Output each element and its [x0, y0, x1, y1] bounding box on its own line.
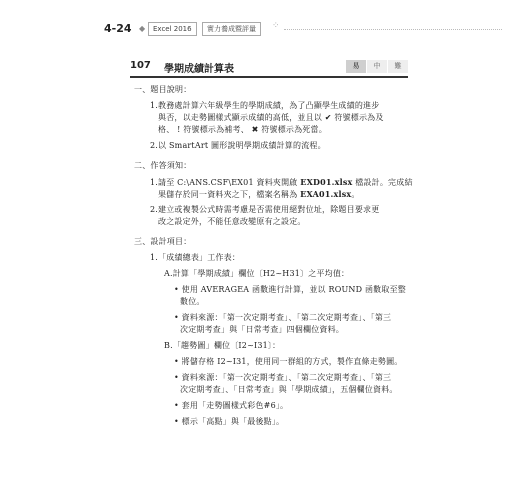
section-heading: 一、題目說明： — [134, 85, 192, 94]
paragraph-line — [158, 188, 360, 201]
page-header — [104, 22, 502, 38]
subsection-heading: B.「趨勢圖」欄位〔I2~I31〕： — [164, 341, 281, 350]
paragraph-line: 格、 ! 符號標示為補考、 ✖ 符號標示為死當。 — [158, 125, 327, 134]
bullet-line: • 使用 AVERAGEA 函數進行計算，並以 ROUND 函數取至整 — [174, 285, 406, 294]
paragraph-line: 與否，以走勢圖樣式顯示成績的高低，並且以 ✔ 符號標示為及 — [158, 113, 384, 122]
section-heading: 二、作答須知： — [134, 161, 192, 170]
paragraph-line: 1.教務處計算六年級學生的學期成績，為了凸顯學生成績的進步 — [150, 101, 380, 110]
header-bullet-icon: ◆ — [139, 24, 146, 33]
text-run: 檔設計。完成結 — [352, 178, 413, 187]
difficulty-easy: 易 — [345, 60, 366, 73]
bullet-line: • 資料來源：「第一次定期考查」、「第二次定期考查」、「第三 — [174, 373, 392, 382]
exercise-title-bar — [130, 60, 408, 78]
paragraph-line: 2.建立或複製公式時需考慮是否需使用絕對位址，除題目要求更 — [150, 205, 380, 214]
chapter-tab: 實力養成暨評量 — [202, 22, 261, 36]
page-number: 4-24 — [104, 22, 132, 35]
decorative-dots-icon: ⁘ — [272, 21, 280, 31]
bullet-line: • 資料來源：「第一次定期考查」、「第二次定期考查」、「第三 — [174, 313, 392, 322]
section-heading: 三、設計項目： — [134, 237, 192, 246]
filename-bold: EXD01.xlsx — [300, 177, 353, 187]
paragraph-line: 2.以 SmartArt 圖形說明學期成績計算的流程。 — [150, 141, 326, 150]
text-run: 1.請至 C:\ANS.CSF\EX01 資料夾開啟 — [150, 178, 301, 187]
difficulty-medium: 中 — [366, 60, 387, 73]
difficulty-indicator — [345, 60, 408, 73]
text-run: 。 — [351, 190, 360, 199]
bullet-line: • 套用「走勢圖樣式彩色#6」。 — [174, 401, 289, 410]
book-tab: Excel 2016 — [148, 22, 197, 36]
paragraph-line: 改之設定外，不能任意改變原有之設定。 — [158, 217, 306, 226]
exercise-title: 學期成績計算表 — [164, 64, 234, 75]
subsection-heading: A.計算「學期成績」欄位〔H2~H31〕之平均值： — [164, 269, 350, 278]
bullet-line: 次定期考查」與「日常考查」四個欄位資料。 — [180, 325, 344, 334]
bullet-line: • 將儲存格 I2~I31，使用同一群組的方式，製作直條走勢圖。 — [174, 357, 403, 366]
bullet-line: • 標示「高點」與「最後點」。 — [174, 417, 285, 426]
bullet-line: 數位。 — [180, 297, 205, 306]
text-run: 果儲存於同一資料夾之下，檔案名稱為 — [158, 190, 301, 199]
difficulty-hard: 難 — [387, 60, 408, 73]
bullet-line: 次定期考查」、「日常考查」與「學期成績」，五個欄位資料。 — [180, 385, 398, 394]
paragraph-line: 1.「成績總表」工作表： — [150, 253, 241, 262]
header-dotted-rule — [284, 29, 502, 30]
exercise-number: 107 — [130, 60, 151, 71]
filename-bold: EXA01.xlsx — [300, 189, 352, 199]
